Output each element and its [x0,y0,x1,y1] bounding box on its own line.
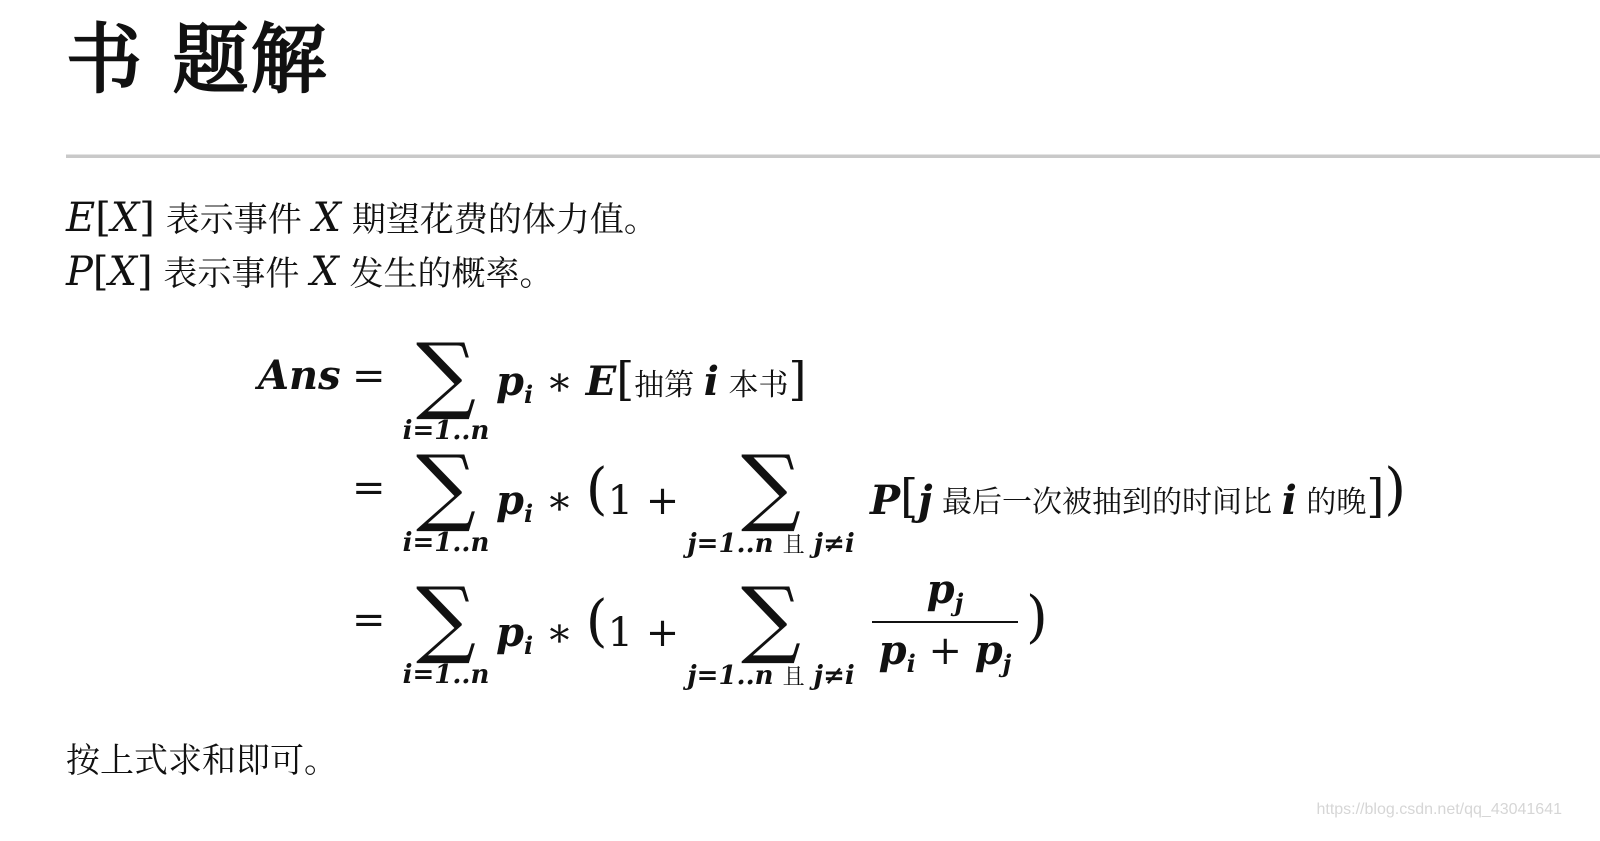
summation-limit: i=1..n [402,528,490,558]
row2-text-end: 的晚 [1296,485,1367,520]
summation-i [396,569,496,690]
plus-sign: + [915,628,975,674]
equals-sign: = [352,597,386,643]
summation-limit-j [676,660,866,691]
bracket-open: [ [900,469,919,523]
subscript-i: i [523,631,534,660]
subscript-i: i [523,499,534,528]
fraction-bar [872,621,1018,623]
subscript-j: j [954,588,964,617]
definition-expectation [66,195,658,241]
bracket-close: ] [137,249,153,295]
math-p: p [496,609,524,656]
times-sign: ∗ [533,610,586,656]
math-i: i [703,358,719,405]
limit-and-text: 且 [782,665,805,690]
summation-i [396,437,496,558]
heading-divider [66,154,1600,158]
math-p: p [926,566,955,613]
sigma-symbol: ∑ [416,569,476,667]
paren-close: ) [1384,457,1407,522]
math-E: E [585,358,617,405]
summation-j [676,437,866,559]
summation-limit-j [676,528,866,559]
math-X: X [110,195,140,241]
fraction [872,566,1018,678]
subscript-j: j [1002,649,1012,678]
row3-expression-a [496,589,680,660]
fraction-numerator [872,566,1018,617]
bracket-close: ] [788,352,807,406]
math-X: X [312,195,342,241]
math-p: p [496,477,524,524]
equals-sign: = [352,353,386,399]
limit-part-a: j=1..n [687,661,783,691]
paren-open: ( [585,457,608,522]
sigma-symbol: ∑ [741,569,801,667]
summation-j [676,569,866,691]
summation-i [396,325,496,446]
one-plus: 1 + [607,610,680,656]
bracket-open: [ [95,195,111,241]
bracket-open: [ [616,352,635,406]
page-title: 书 题解 [66,15,329,104]
sigma-symbol: ∑ [416,325,476,423]
equals-sign: = [352,465,386,511]
definition-probability [66,249,554,295]
math-Ans: Ans [258,352,341,399]
math-X: X [310,249,339,295]
limit-part-b: j≠i [804,661,855,691]
math-p: p [496,358,524,405]
fraction-denominator [872,627,1018,678]
row1-expression [496,352,807,409]
summation-limit: i=1..n [402,660,490,690]
conclusion-text: 按上式求和即可。 [66,741,338,781]
limit-part-a: j=1..n [687,529,783,559]
math-i: i [1281,477,1297,524]
math-j: j [918,477,933,524]
math-p: p [878,627,907,674]
limit-part-b: j≠i [804,529,855,559]
times-sign: ∗ [533,478,586,524]
bracket-close: ] [1366,469,1385,523]
sigma-symbol: ∑ [741,437,801,535]
math-P: P [870,477,901,524]
definition-text-a: 表示事件 [152,254,311,294]
row2-text: 最后一次被抽到的时间比 [932,485,1282,520]
bracket-close: ] [139,195,155,241]
limit-and-text: 且 [782,533,805,558]
definition-text-a: 表示事件 [154,200,313,240]
definition-text-b: 期望花费的体力值。 [341,200,658,240]
row1-text-b: 本书 [718,368,789,403]
summation-limit: i=1..n [402,416,490,446]
row1-text-a: 抽第 [634,368,704,403]
bracket-open: [ [92,249,109,295]
definition-text-b: 发生的概率。 [338,254,554,294]
sigma-symbol: ∑ [416,437,476,535]
math-X: X [108,249,138,295]
subscript-i: i [906,649,916,678]
row2-expression-a [496,457,680,528]
paren-close: ) [1026,585,1048,650]
math-P: P [66,249,93,295]
row2-expression-b [870,457,1407,524]
times-sign: ∗ [533,359,586,405]
subscript-i: i [523,380,534,409]
paren-open: ( [585,589,608,654]
one-plus: 1 + [607,478,680,524]
math-E: E [66,195,96,241]
math-p: p [974,627,1003,674]
watermark-url: https://blog.csdn.net/qq_43041641 [1316,801,1562,818]
